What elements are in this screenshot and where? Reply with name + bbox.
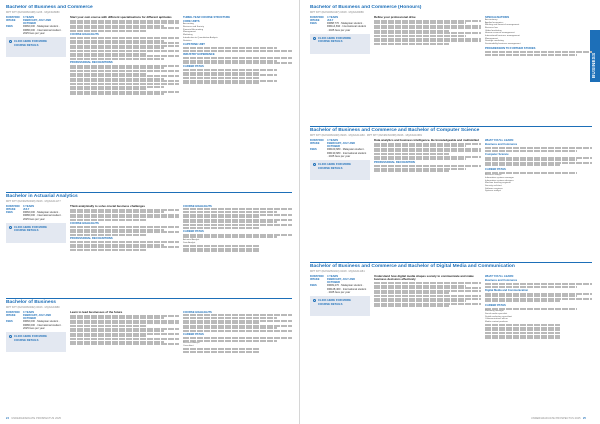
section-heading: Digital Media and Communication [485,288,529,292]
list-item: Marketing [183,34,193,37]
fact-intake: INTAKE FEBRUARY, JULY AND OCTOBER [310,277,356,285]
page-footer: UNDERGRADUATE PROSPECTUS 2025 25 [530,417,586,420]
list-item: Accounting [183,23,194,26]
info-icon [9,226,12,229]
section-heading: PROFESSIONAL RECOGNITIONS [70,60,113,64]
programme-business-commerce [6,5,292,96]
programme-code: MPT KPT (R2/340/6/0197) 03/28 · MQA/FA9089 [310,11,364,14]
section-heading: INDUSTRY EXPERIENCE [183,53,215,57]
list-item: Introduction to Quantitative Analysis [183,36,218,39]
course-details-link[interactable]: CLICK HERE FOR MORE COURSE DETAILS [310,160,370,180]
section-heading: PROFESSIONAL RECOGNITIONS [70,237,113,241]
programme-title: Bachelor of Business and Commerce and Bachelor of Digital Media and Communication [310,264,515,270]
programme-title: Bachelor of Business and Commerce (Honours) [310,5,422,10]
fact-intake: INTAKE JULY [310,18,334,22]
fact-duration: DURATION 4 YEARS [310,15,339,19]
list-item: Sustainability business management [485,43,521,46]
list-item: Business law [485,26,498,29]
programme-code: MPT KPT (R2/462/6/0028) 09/26 · MQA/FA11177 [6,200,61,204]
programme-actuarial-analytics [6,190,292,253]
list-item: Global marketing [485,29,502,32]
fact-fees: FEES RM66,000 · Malaysian student · RM86,000 · International student · 2025 fees per year [6,211,63,221]
info-icon [9,40,12,43]
fact-intake: INTAKE FEBRUARY, JULY AND OCTOBER [6,18,52,26]
list-item: Information systems manager [485,176,514,179]
list-item: Financial Accounting [183,28,204,31]
list-item: Management [485,37,498,40]
list-item: Media content producer [485,320,508,323]
list-item: Marketing manager [485,310,504,313]
list-item: Social media specialist [485,312,508,315]
list-item: Human resource management [485,32,515,35]
programme-intro: Refine your professional drive [374,14,416,19]
section-heading: WHAT YOU'LL LEARN [485,138,514,142]
programme-title: Bachelor of Business [6,300,57,306]
list-item: Information systems designer [485,179,514,182]
section-heading: Business and Commerce [485,143,518,147]
programme-intro: Understand how digital media shapes society to communicate and make business decisions effectively [374,273,474,281]
section-heading: CAPSTONE UNIT [183,43,205,47]
list-item: Data Analyst [183,241,196,244]
list-item: Accountancy [485,18,498,21]
fact-duration: DURATION 3 YEARS [6,310,35,314]
course-details-link[interactable]: CLICK HERE FOR MORE COURSE DETAILS [6,223,66,243]
list-item: Digital marketing consultant [485,315,512,318]
programme-title: Bachelor of Business and Commerce [6,5,93,10]
fact-duration: DURATION 3 YEARS [6,204,35,208]
list-item: Consultant [183,345,194,348]
info-icon [313,163,316,166]
programme-business [6,296,292,354]
programme-code: MPT KPT (R2/342/6/0210) 02/28 · MQA/FA11181 [310,270,365,274]
programme-code: MPT KPT (R2/340/6/0092) 06/26 · MQA/FA4980 [6,306,60,310]
programme-business-computer-science [310,124,592,193]
section-heading: CORE UNITS [183,19,200,23]
programme-code: MPT KPT (R2/340/6/0198) 11/26 · MQA/FA8080 [6,11,60,14]
section-heading: COURSE HIGHLIGHTS [183,204,212,208]
programme-business-digital-media [310,260,592,340]
course-details-link[interactable]: CLICK HERE FOR MORE COURSE DETAILS [6,37,66,57]
fact-intake: INTAKE JULY [6,207,30,211]
info-icon [9,335,12,338]
section-heading: COURSE HIGHLIGHTS [70,222,99,226]
info-icon [313,299,316,302]
list-item: Communications officer [485,318,508,321]
fact-duration: DURATION 4 YEARS [310,138,339,142]
section-heading: PROGRESSION TO FURTHER STUDIES [485,47,536,51]
section-heading: PROFESSIONAL RECOGNITION [374,161,415,165]
course-details-link[interactable]: CLICK HERE FOR MORE COURSE DETAILS [6,332,66,352]
fact-fees: FEES RM100,680 · Malaysian student · RM130,680 · International student · 2025 fees per year [310,148,367,159]
fact-fees: FEES RM66,000 · Malaysian student · RM86,000 · International student · 2025 fees per year [6,25,63,35]
section-heading: CAREER PATHS [183,229,204,233]
section-heading: CAREER PATHS [485,167,506,171]
fact-duration: DURATION 4 YEARS [310,274,339,278]
programme-business-commerce-honours [310,5,592,56]
fact-intake: INTAKE FEBRUARY, JULY AND OCTOBER [310,141,356,149]
programme-code: MPT KPT (R2/340/6/0248) 09/26 · MQA/FA11160 · MPT KPT (R2/481/6/0398) 09/26 · MQA/FA10981 [310,134,423,138]
list-item: Actuarial Analyst [183,238,200,241]
section-side-tab: BUSINESS [590,30,600,82]
list-item: Machine learning engineer [485,182,511,185]
section-heading: COURSE HIGHLIGHTS [183,310,212,314]
section-heading: SPECIALISATIONS [485,15,510,19]
section-heading: THREE-YEAR COURSE STRUCTURE [183,15,231,19]
list-item: International business management [485,35,520,38]
fact-intake: INTAKE FEBRUARY, JULY AND OCTOBER [6,313,52,321]
section-heading: WHAT YOU'LL LEARN [485,274,514,278]
list-item: Systems analyst [485,190,501,193]
info-icon [313,37,316,40]
list-item: Security architect [485,184,502,187]
programme-title: Bachelor in Actuarial Analytics [6,194,78,200]
list-item: Banking and financial management [485,24,520,27]
programme-intro: Learn to lead businesses of the future [70,309,123,314]
programme-intro: Think analytically to solve crucial business challenges [70,203,146,208]
programme-intro: Data analytics and business intelligence. Be knowledgeable and multiskilled [374,137,479,142]
section-heading: Business and Commerce [485,279,518,283]
section-heading: COURSE HIGHLIGHTS [70,33,99,37]
fact-fees: FEES RM66,000 · Malaysian student · RM86,000 · International student · 2025 fees per year [6,320,63,331]
right-page [300,0,600,424]
programme-title: Bachelor of Business and Commerce and Bachelor of Computer Science [310,128,480,134]
list-item: Management [183,31,196,34]
section-heading: CAREER PATHS [485,303,506,307]
programme-intro: Start your own course with different specialisations for different aptitudes [70,14,172,19]
fact-duration: DURATION 3 YEARS [6,15,35,19]
course-details-link[interactable]: CLICK HERE FOR MORE COURSE DETAILS [310,34,370,54]
page-footer: 24 UNDERGRADUATE PROSPECTUS 2025 [6,417,62,420]
course-details-link[interactable]: CLICK HERE FOR MORE COURSE DETAILS [310,296,370,316]
section-heading: CAREER PATHS [183,65,204,69]
section-heading: Computer Science [485,152,509,156]
list-item: Business analyst [485,174,502,177]
list-item: Applied economics [485,21,504,24]
section-heading: CAREER PATHS [183,333,204,337]
list-item: Software engineer [485,187,503,190]
list-item: Statistics [183,39,192,42]
list-item: Business Analyst [183,342,200,345]
list-item: Business and Society [183,25,204,28]
fact-fees: FEES RM99,270 · Malaysian student · RM128,460 · International student · 2025 fees per year [310,284,367,295]
fact-fees: FEES RM88,770 · Malaysian student · RM114,690 · International student · 2025 fees per year [310,22,367,32]
list-item: Strategic marketing [485,40,504,43]
